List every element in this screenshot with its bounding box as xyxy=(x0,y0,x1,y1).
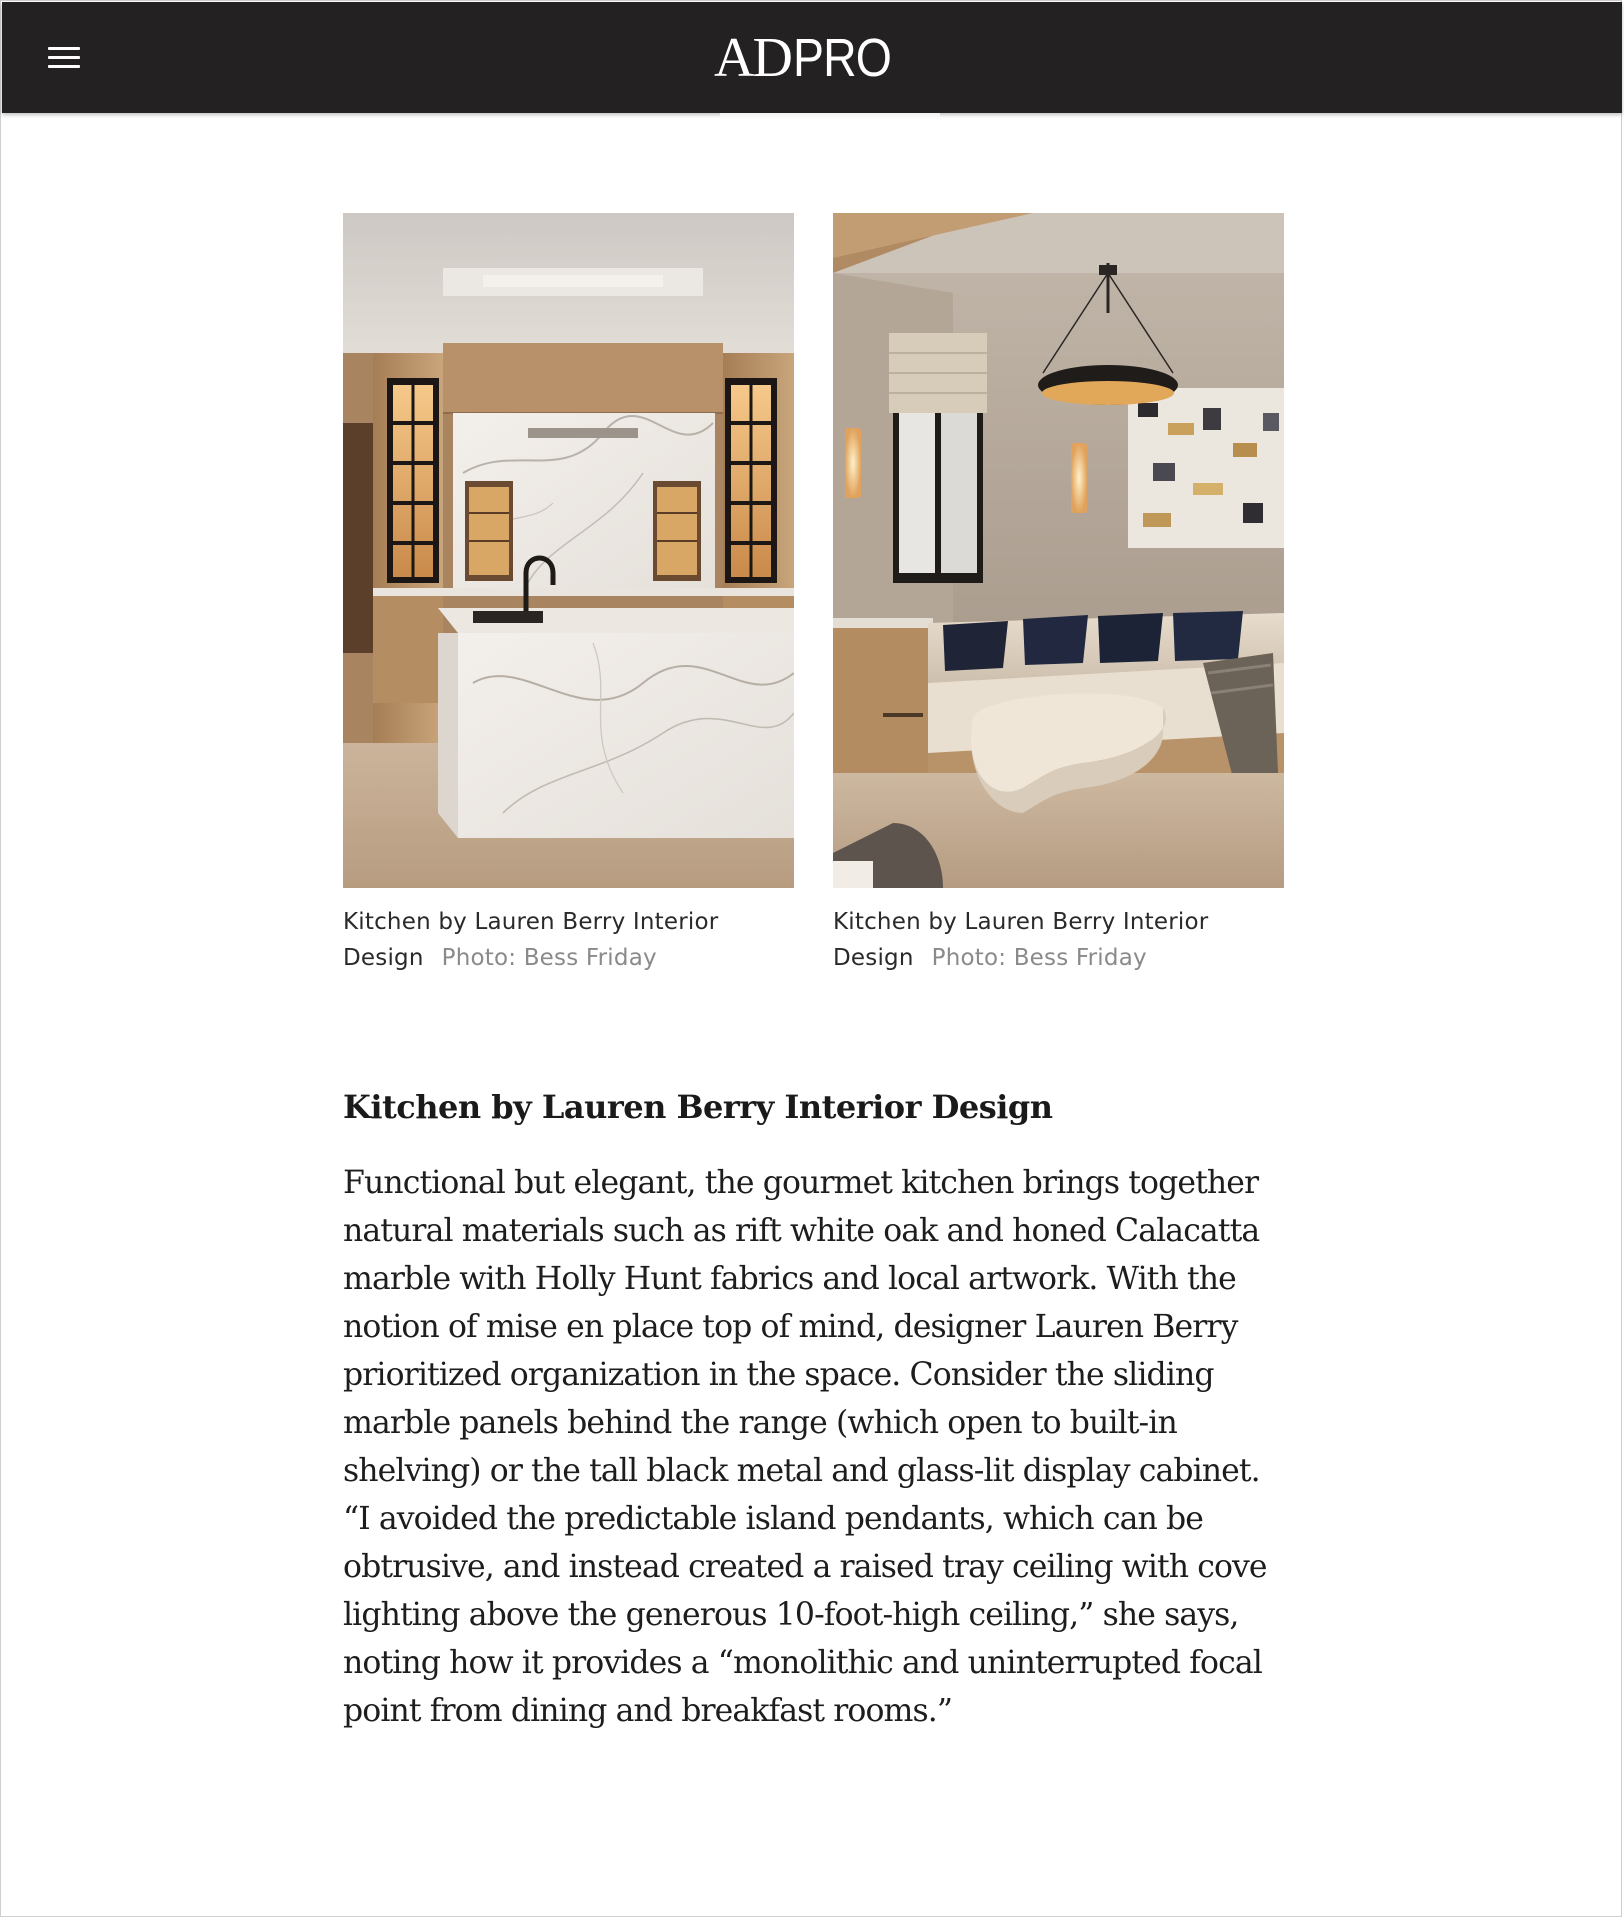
hamburger-menu-icon[interactable] xyxy=(46,44,82,74)
menu-line xyxy=(48,56,80,59)
gallery-figure-breakfast-nook xyxy=(833,213,1284,976)
gallery-caption xyxy=(343,904,794,976)
gallery-figure-kitchen xyxy=(343,213,794,976)
caption-text: Kitchen by Lauren Berry Interior Design xyxy=(343,909,719,971)
article-section xyxy=(343,1085,1283,1735)
breakfast-nook-banquette-photo[interactable] xyxy=(833,213,1284,888)
photo-credit: Photo: Bess Friday xyxy=(441,945,657,971)
adpro-logo[interactable] xyxy=(714,26,907,90)
logo-pro-text: PRO xyxy=(792,28,891,88)
kitchen-marble-island-photo[interactable] xyxy=(343,213,794,888)
logo-ad-text: AD xyxy=(714,27,791,89)
article-paragraph: Functional but elegant, the gourmet kitchen brings together natural materials such as rift white oak and honed Calacatta marble with Holly Hunt fabrics and local artwork. With the notion of mise en place top of mind, designer Lauren Berry prioritized organization in the space. Consider the sliding marble panels behind the range (which open to built-in shelving) or the tall black metal and glass-lit display cabinet. “I avoided the predictable island pendants, which can be obtrusive, and instead created a raised tray ceiling with cove lighting above the generous 10-foot-high ceiling,” she says, noting how it provides a “monolithic and uninterrupted focal point from dining and breakfast rooms.” xyxy=(343,1165,1267,1729)
photo-credit: Photo: Bess Friday xyxy=(931,945,1147,971)
top-navigation-bar xyxy=(2,2,1622,113)
article-subhead: Kitchen by Lauren Berry Interior Design xyxy=(343,1088,1053,1126)
menu-line xyxy=(48,65,80,68)
menu-line xyxy=(48,47,80,50)
gallery-caption xyxy=(833,904,1284,976)
caption-text: Kitchen by Lauren Berry Interior Design xyxy=(833,909,1209,971)
header-shadow-strip xyxy=(720,113,940,119)
